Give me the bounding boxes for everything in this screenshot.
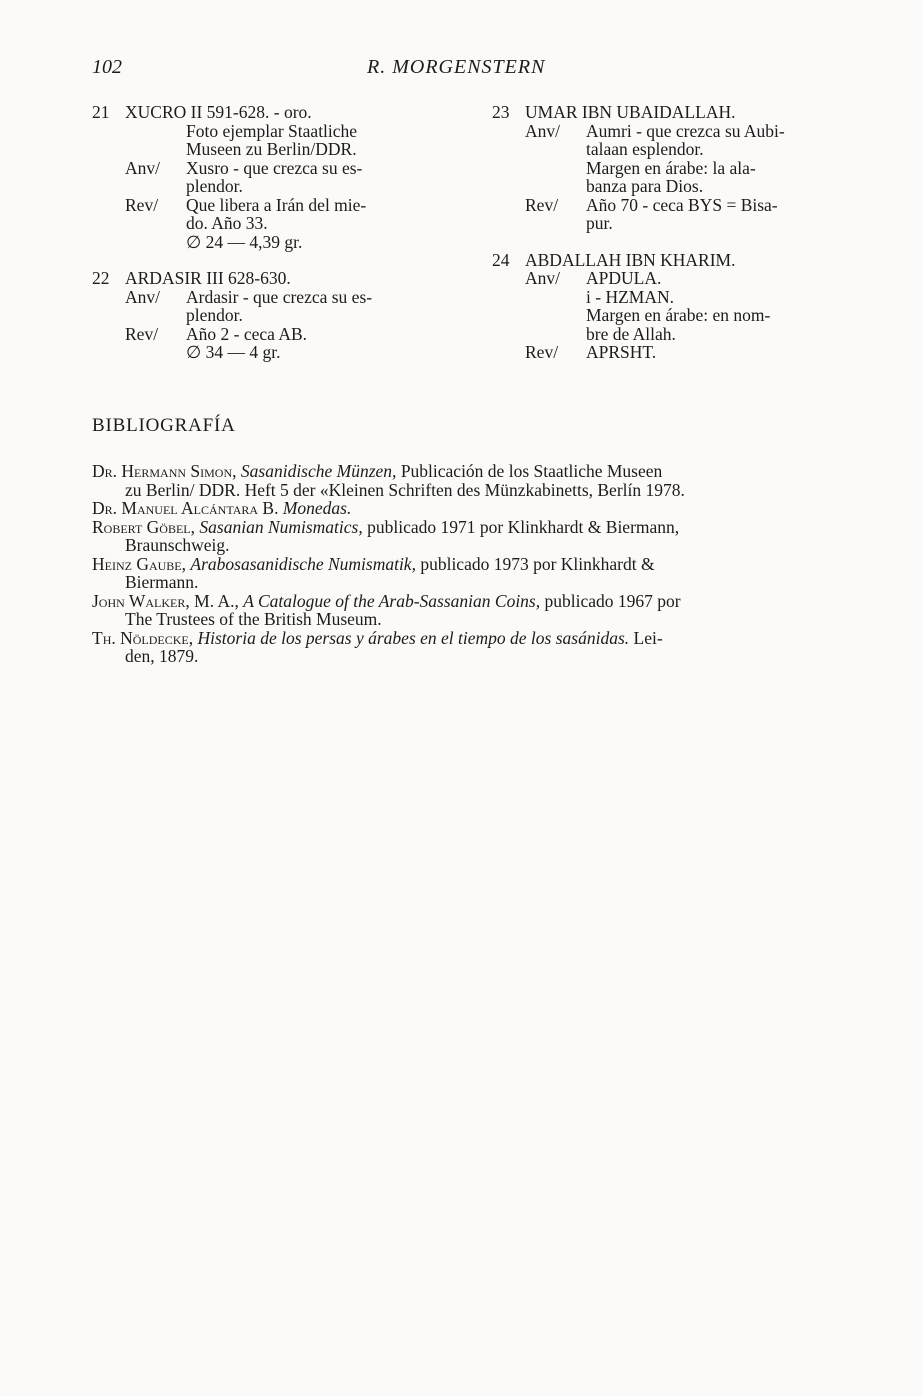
entry-line xyxy=(492,288,842,307)
entry-line xyxy=(92,269,452,288)
bib-details: M. A., xyxy=(194,590,244,611)
bib-author: Dr. Hermann Simon, xyxy=(92,461,237,481)
entry-text: Año 2 - ceca AB. xyxy=(186,323,308,344)
entry-line xyxy=(492,251,842,270)
bib-author: Robert Göbel, xyxy=(92,516,196,537)
entry-line xyxy=(92,177,452,196)
entry-line xyxy=(492,214,842,233)
entry-text: Aumri - que crezca su Aubi- xyxy=(586,120,785,141)
entry-side-label: Anv/ xyxy=(525,268,560,288)
entry-text: Ardasir - que crezca su es- xyxy=(186,286,373,307)
bibliography-continuation: zu Berlin/ DDR. Heft 5 der «Kleinen Schriften des Münzkabinetts, Berlín 1978. xyxy=(125,479,685,500)
bib-details: Lei- xyxy=(633,627,663,648)
bib-details: Publicación de los Staatliche Museen xyxy=(400,461,663,481)
bibliography-continuation: den, 1879. xyxy=(125,646,199,666)
entry-title: ABDALLAH IBN KHARIM. xyxy=(525,249,736,270)
page-header xyxy=(92,56,832,86)
entry-title: XUCRO II 591-628. - oro. xyxy=(125,102,312,122)
catalog-column-right xyxy=(492,103,842,380)
catalog-entry xyxy=(492,103,842,233)
bib-author: John Walker, xyxy=(92,590,190,611)
entry-number: 23 xyxy=(492,102,510,122)
entry-number: 22 xyxy=(92,268,110,288)
bibliography-line xyxy=(92,518,832,537)
bib-author: Dr. Manuel Alcántara B. xyxy=(92,498,279,518)
entry-line xyxy=(92,288,452,307)
catalog-entry xyxy=(92,269,452,362)
bib-details: publicado 1971 por Klinkhardt & Biermann, xyxy=(367,516,680,537)
bibliography-line xyxy=(92,629,832,648)
entry-side-label: Rev/ xyxy=(525,342,559,362)
entry-line xyxy=(92,122,452,141)
bib-title: Monedas. xyxy=(282,498,352,518)
bibliography-entry xyxy=(92,555,832,592)
entry-side-label: Anv/ xyxy=(125,286,160,307)
entry-title: UMAR IBN UBAIDALLAH. xyxy=(525,102,736,122)
entry-line xyxy=(492,325,842,344)
entry-text: ∅ 34 — 4 gr. xyxy=(186,342,281,362)
entry-text: Museen zu Berlin/DDR. xyxy=(186,139,357,159)
page-number: 102 xyxy=(92,56,122,78)
bibliography-entry xyxy=(92,518,832,555)
entry-line xyxy=(92,214,452,233)
running-head: R. MORGENSTERN xyxy=(367,56,546,78)
catalog-entry xyxy=(92,103,452,251)
entry-line xyxy=(92,140,452,159)
entry-line xyxy=(492,343,842,362)
bibliography-entry xyxy=(92,629,832,666)
entry-text: Xusro - que crezca su es- xyxy=(186,157,363,178)
entry-line xyxy=(492,122,842,141)
bibliography-line xyxy=(92,592,832,611)
entry-side-label: Anv/ xyxy=(525,120,560,141)
bibliography-heading: BIBLIOGRAFÍA xyxy=(92,415,236,436)
entry-title: ARDASIR III 628-630. xyxy=(125,268,291,288)
entry-line xyxy=(492,103,842,122)
entry-text: Margen en árabe: la ala- xyxy=(586,157,756,178)
catalog-column-left xyxy=(92,103,452,380)
bibliography-list xyxy=(92,462,832,666)
entry-side-label: Rev/ xyxy=(525,194,559,215)
bib-title: Sasanian Numismatics, xyxy=(199,516,363,537)
entry-text: pur. xyxy=(586,213,613,233)
entry-side-label: Rev/ xyxy=(125,323,159,344)
bibliography-entry xyxy=(92,592,832,629)
entry-text: Año 70 - ceca BYS = Bisa- xyxy=(586,194,778,215)
entry-line xyxy=(92,196,452,215)
entry-text: plendor. xyxy=(186,176,243,196)
entry-line xyxy=(92,325,452,344)
entry-text: talaan esplendor. xyxy=(586,139,704,159)
entry-text: APRSHT. xyxy=(586,342,657,362)
entry-line xyxy=(92,306,452,325)
entry-line xyxy=(492,177,842,196)
entry-line xyxy=(92,343,452,362)
entry-number: 21 xyxy=(92,102,110,122)
entry-line xyxy=(492,140,842,159)
entry-line xyxy=(92,103,452,122)
entry-line xyxy=(492,159,842,178)
bibliography-entry xyxy=(92,462,832,499)
entry-side-label: Rev/ xyxy=(125,194,159,215)
entry-side-label: Anv/ xyxy=(125,157,160,178)
entry-line xyxy=(492,196,842,215)
entry-text: plendor. xyxy=(186,305,243,325)
bibliography-continuation: Braunschweig. xyxy=(125,535,230,555)
entry-text: Margen en árabe: en nom- xyxy=(586,305,771,325)
entry-text: i - HZMAN. xyxy=(586,286,674,307)
entry-text: do. Año 33. xyxy=(186,213,268,233)
entry-number: 24 xyxy=(492,249,510,270)
entry-text: banza para Dios. xyxy=(586,176,704,196)
bibliography-continuation: The Trustees of the British Museum. xyxy=(125,609,382,629)
bibliography-line xyxy=(92,462,832,481)
entry-text: ∅ 24 — 4,39 gr. xyxy=(186,231,303,252)
entry-text: APDULA. xyxy=(586,268,662,288)
bibliography-line xyxy=(92,499,832,518)
bibliography-line xyxy=(92,555,832,574)
bib-details: publicado 1967 por xyxy=(544,590,681,611)
entry-line xyxy=(492,269,842,288)
entry-line xyxy=(492,306,842,325)
entry-line xyxy=(92,233,452,252)
entry-text: bre de Allah. xyxy=(586,323,676,344)
bib-title: Arabosasanidische Numismatik, xyxy=(190,553,416,574)
entry-line xyxy=(92,159,452,178)
bib-title: Sasanidische Münzen, xyxy=(240,461,397,481)
entry-text: Foto ejemplar Staatliche xyxy=(186,120,358,141)
bib-author: Th. Nöldecke, xyxy=(92,627,194,648)
catalog-entry xyxy=(492,251,842,362)
bib-title: Historia de los persas y árabes en el tiempo de los sasánidas. xyxy=(197,627,630,648)
bibliography-continuation: Biermann. xyxy=(125,572,199,592)
bib-details: publicado 1973 por Klinkhardt & xyxy=(420,553,655,574)
entry-text: Que libera a Irán del mie- xyxy=(186,194,367,215)
bib-author: Heinz Gaube, xyxy=(92,553,187,574)
bibliography-entry xyxy=(92,499,832,518)
bib-title: A Catalogue of the Arab-Sassanian Coins, xyxy=(243,590,541,611)
